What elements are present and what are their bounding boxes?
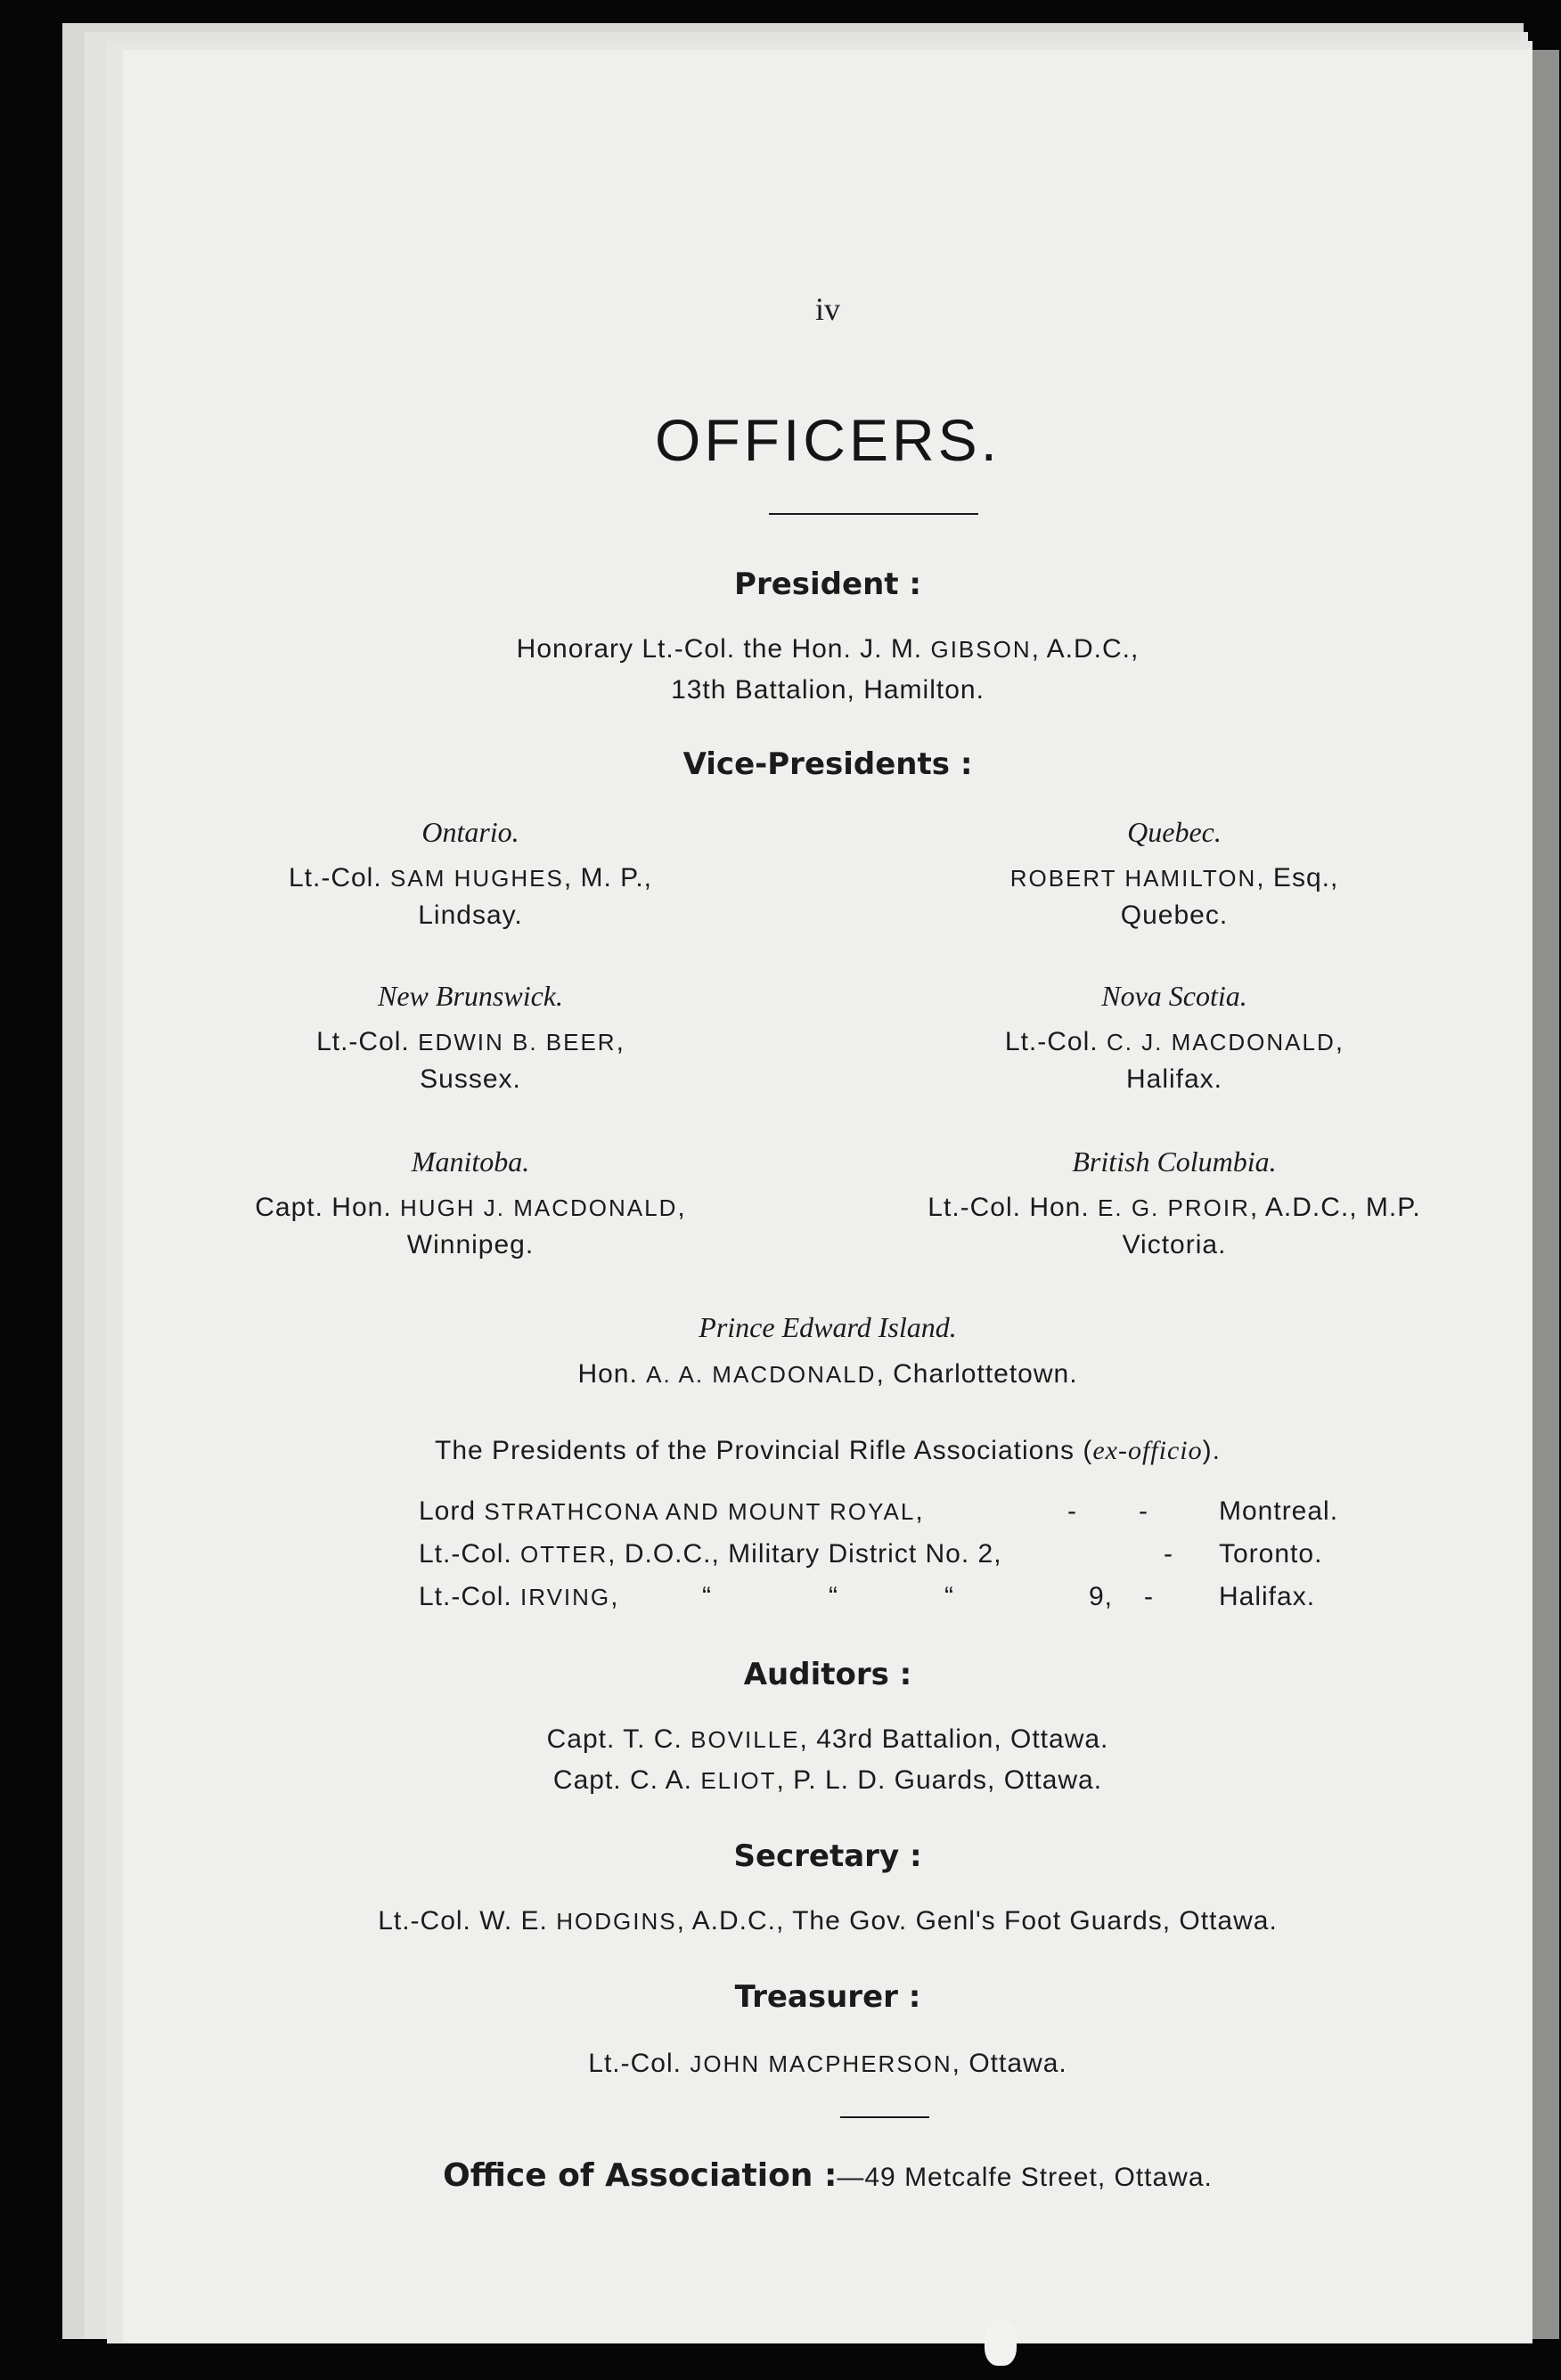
provincial-intro: The Presidents of the Provincial Rifle Associations (ex-officio). <box>435 1436 1221 1465</box>
vp-place: Winnipeg. <box>406 1230 535 1259</box>
page-number: iv <box>814 291 840 327</box>
ditto-mark: “ <box>944 1582 954 1611</box>
vp-place: Sussex. <box>420 1064 521 1094</box>
vp-name-line: Lt.-Col. SAM HUGHES, M. P., <box>288 863 652 892</box>
document-page: iv OFFICERS. President : Honorary Lt.-Col. the Hon. J. M. GIBSON, A.D.C., 13th Battalion, Hamilton. Vice-Presidents : Ontario. Lt.-Col. SAM HUGHES, M. P., Lindsay. Quebec. ROBERT HAMILTON, Esq., Quebec. New Brunswick. Lt.-Col. EDWIN B. BEER, Sussex. Nova Scotia. Lt.-Col. C. J. MACDONALD, Halifax. Manitoba. Capt. Hon. HUGH J. MACDONALD, Winnipeg. British Columbia. Lt.-Col. Hon. E. G. PROIR, A.D.C., M.P. Victoria. Prince Edward Island. Hon. A. A. MACDONALD, Charlottetown. The Presidents of the Provincial Rifle Associations (ex-officio). Lord STRATHCONA AND MOUNT ROYAL, - - Montreal. Lt.-Col. OTTER, D.O.C., Military District No. 2, - Toronto. Lt.-Col. IRVING, “ “ “ 9, - Halifax. Auditors : Capt. T. C. BOVILLE, 43rd Battalion, Ottawa. Capt. C. A. ELIOT, P. L. D. Guards, Ottawa. Secretary : Lt.-Col. W. E. HODGINS, A.D.C., The Gov. Genl's Foot Guards, Ottawa. Treasurer : Lt.-Col. JOHN MACPHERSON, Ottawa. Office of Association :—49 Metcalfe Street, Ottawa. <box>123 50 1532 2343</box>
vp-ontario <box>132 816 809 931</box>
vp-province: Manitoba. <box>411 1145 530 1178</box>
title-rule <box>769 513 978 515</box>
vp-province: New Brunswick. <box>378 980 563 1012</box>
vp-name-line: Lt.-Col. Hon. E. G. PROIR, A.D.C., M.P. <box>928 1193 1421 1222</box>
place: Montreal. <box>1219 1496 1339 1526</box>
secretary-line: Lt.-Col. W. E. HODGINS, A.D.C., The Gov. Genl's Foot Guards, Ottawa. <box>378 1906 1278 1936</box>
vp-new-brunswick <box>132 980 809 1095</box>
treasurer-line: Lt.-Col. JOHN MACPHERSON, Ottawa. <box>588 2049 1067 2078</box>
vp-british-columbia <box>836 1145 1513 1260</box>
vp-province: British Columbia. <box>1072 1145 1277 1178</box>
vp-name-line: Lt.-Col. EDWIN B. BEER, <box>316 1027 625 1056</box>
auditors-heading: Auditors : <box>743 1657 912 1692</box>
vp-manitoba <box>132 1145 809 1260</box>
office-address: —49 Metcalfe Street, Ottawa. <box>837 2163 1213 2192</box>
vp-place: Victoria. <box>1122 1230 1227 1259</box>
vp-quebec <box>836 816 1513 931</box>
vp-place: Quebec. <box>1120 901 1229 930</box>
auditor-line-2: Capt. C. A. ELIOT, P. L. D. Guards, Ottawa. <box>552 1765 1103 1795</box>
vp-province: Quebec. <box>1127 816 1222 848</box>
treasurer-heading: Treasurer : <box>734 1979 921 2015</box>
vp-place: Lindsay. <box>418 901 523 930</box>
vice-presidents-heading: Vice-Presidents : <box>682 746 973 782</box>
paper-blemish <box>985 2321 1017 2366</box>
ditto-mark: “ <box>829 1582 838 1611</box>
vp-pei-province: Prince Edward Island. <box>699 1311 957 1343</box>
vp-province: Ontario. <box>421 816 519 848</box>
dash: - <box>1067 1496 1077 1526</box>
district-number: 9, <box>1089 1582 1114 1611</box>
dash: - <box>1139 1496 1148 1526</box>
president-line-1: Honorary Lt.-Col. the Hon. J. M. GIBSON, A.D.C., <box>516 634 1140 664</box>
vp-name-line: Capt. Hon. HUGH J. MACDONALD, <box>255 1193 686 1222</box>
place: Halifax. <box>1219 1582 1316 1611</box>
closing-rule <box>840 2116 929 2118</box>
vp-name-line: ROBERT HAMILTON, Esq., <box>1009 863 1339 892</box>
ditto-mark: “ <box>702 1582 712 1611</box>
vp-pei-line: Hon. A. A. MACDONALD, Charlottetown. <box>577 1359 1078 1389</box>
president-heading: President : <box>734 566 921 602</box>
dash: - <box>1144 1582 1154 1611</box>
president-line-2: 13th Battalion, Hamilton. <box>671 675 985 705</box>
dash: - <box>1164 1539 1173 1569</box>
office-line <box>123 2157 1532 2194</box>
vp-province: Nova Scotia. <box>1101 980 1247 1012</box>
auditor-line-1: Capt. T. C. BOVILLE, 43rd Battalion, Ottawa. <box>546 1724 1109 1754</box>
vp-nova-scotia <box>836 980 1513 1095</box>
vp-name-line: Lt.-Col. C. J. MACDONALD, <box>1004 1027 1344 1056</box>
vp-place: Halifax. <box>1125 1064 1223 1094</box>
place: Toronto. <box>1219 1539 1323 1569</box>
office-label: Office of Association : <box>443 2157 838 2194</box>
secretary-heading: Secretary : <box>733 1838 922 1874</box>
page-title: OFFICERS. <box>654 407 1001 473</box>
